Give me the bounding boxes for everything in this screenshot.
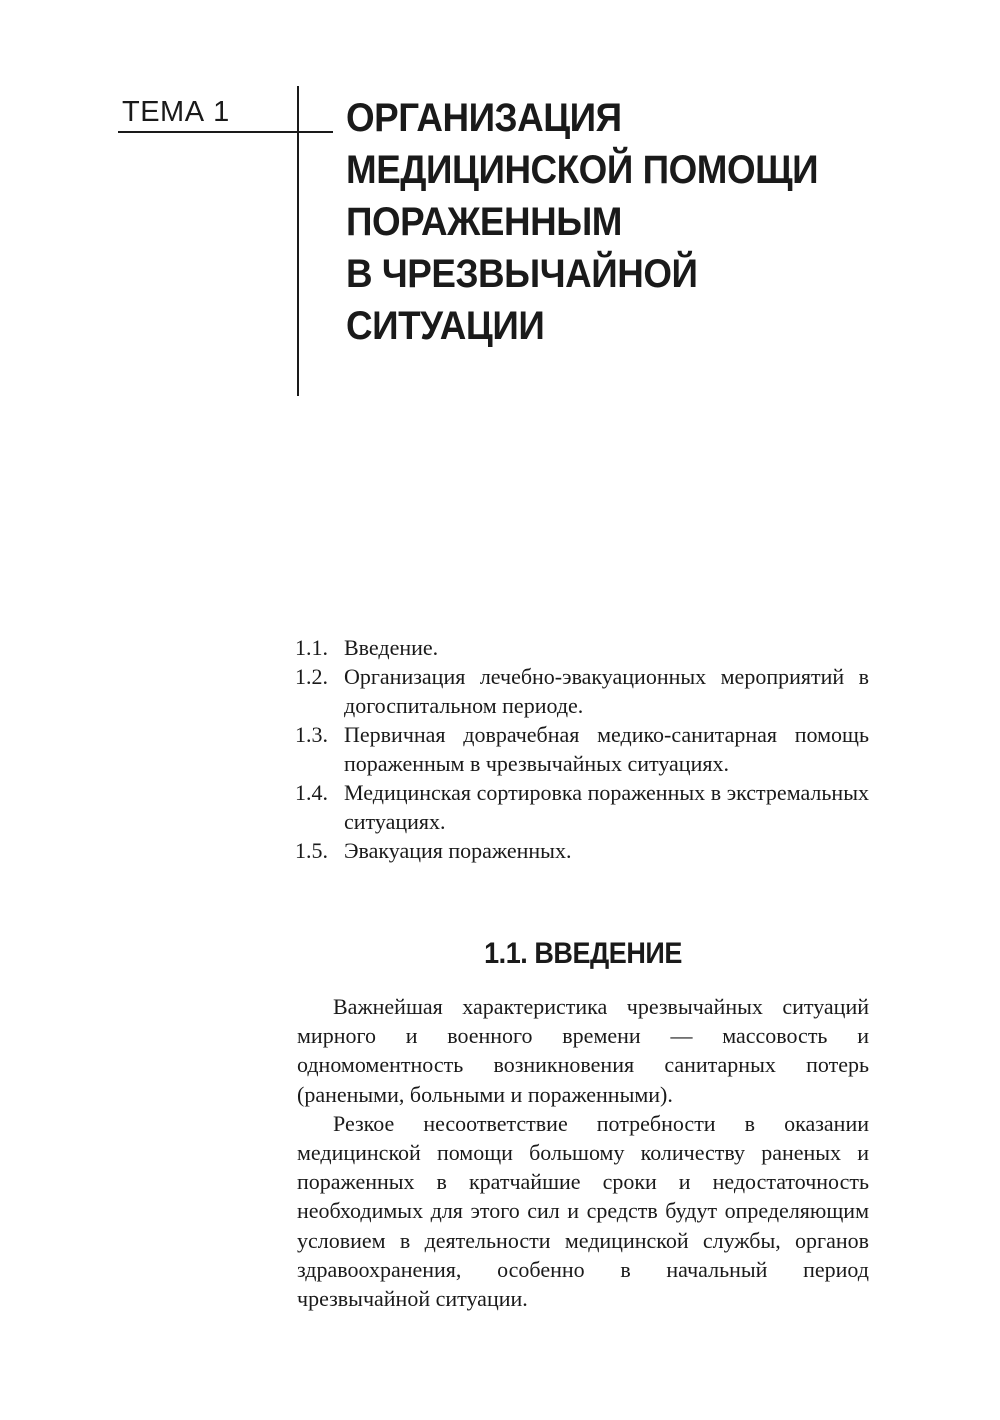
toc-item-number: 1.5. [295, 838, 328, 863]
table-of-contents [295, 633, 869, 865]
chapter-title [346, 92, 824, 352]
body-paragraph: Важнейшая характеристика чрезвычайных ситуаций мирного и военного времени — массовость и одномоментность возникновения санитарных потерь (ранеными, больными и пораженными). [297, 994, 869, 1107]
theme-label: ТЕМА 1 [122, 96, 230, 128]
chapter-title-line: МЕДИЦИНСКОЙ ПОМОЩИ [346, 148, 819, 192]
toc-item [295, 633, 869, 662]
chapter-title-line: СИТУАЦИИ [346, 304, 545, 348]
toc-item-number: 1.2. [295, 664, 328, 689]
chapter-title-line: ОРГАНИЗАЦИЯ [346, 96, 622, 140]
toc-item-text: Организация лечебно-эвакуационных мероприятий в догоспитальном периоде. [344, 664, 869, 718]
toc-item-number: 1.1. [295, 635, 328, 660]
chapter-title-line: В ЧРЕЗВЫЧАЙНОЙ [346, 252, 698, 296]
toc-item-number: 1.4. [295, 780, 328, 805]
toc-item [295, 662, 869, 720]
toc-item-text: Первичная доврачебная медико-санитарная помощь пораженным в чрезвычайных ситуациях. [344, 722, 869, 776]
toc-item-text: Введение. [344, 635, 439, 660]
toc-item-number: 1.3. [295, 722, 328, 747]
toc-item [295, 836, 869, 865]
toc-item [295, 778, 869, 836]
theme-underline-divider [118, 131, 333, 133]
toc-item-text: Эвакуация пораженных. [344, 838, 572, 863]
section-heading: 1.1. ВВЕДЕНИЕ [484, 937, 682, 970]
vertical-divider [297, 86, 299, 396]
toc-item [295, 720, 869, 778]
toc-item-text: Медицинская сортировка пораженных в экстремальных ситуациях. [344, 780, 869, 834]
body-paragraph: Резкое несоответствие потребности в оказании медицинской помощи большому количеству раненых и пораженных в кратчайшие сроки и недостаточность необходимых для этого сил и средств будут определяющим условием в деятельности медицинской службы, органов здравоохранения, особенно в начальный период чрезвычайной ситуации. [297, 1110, 869, 1312]
section-body [297, 992, 869, 1313]
chapter-title-line: ПОРАЖЕННЫМ [346, 200, 622, 244]
